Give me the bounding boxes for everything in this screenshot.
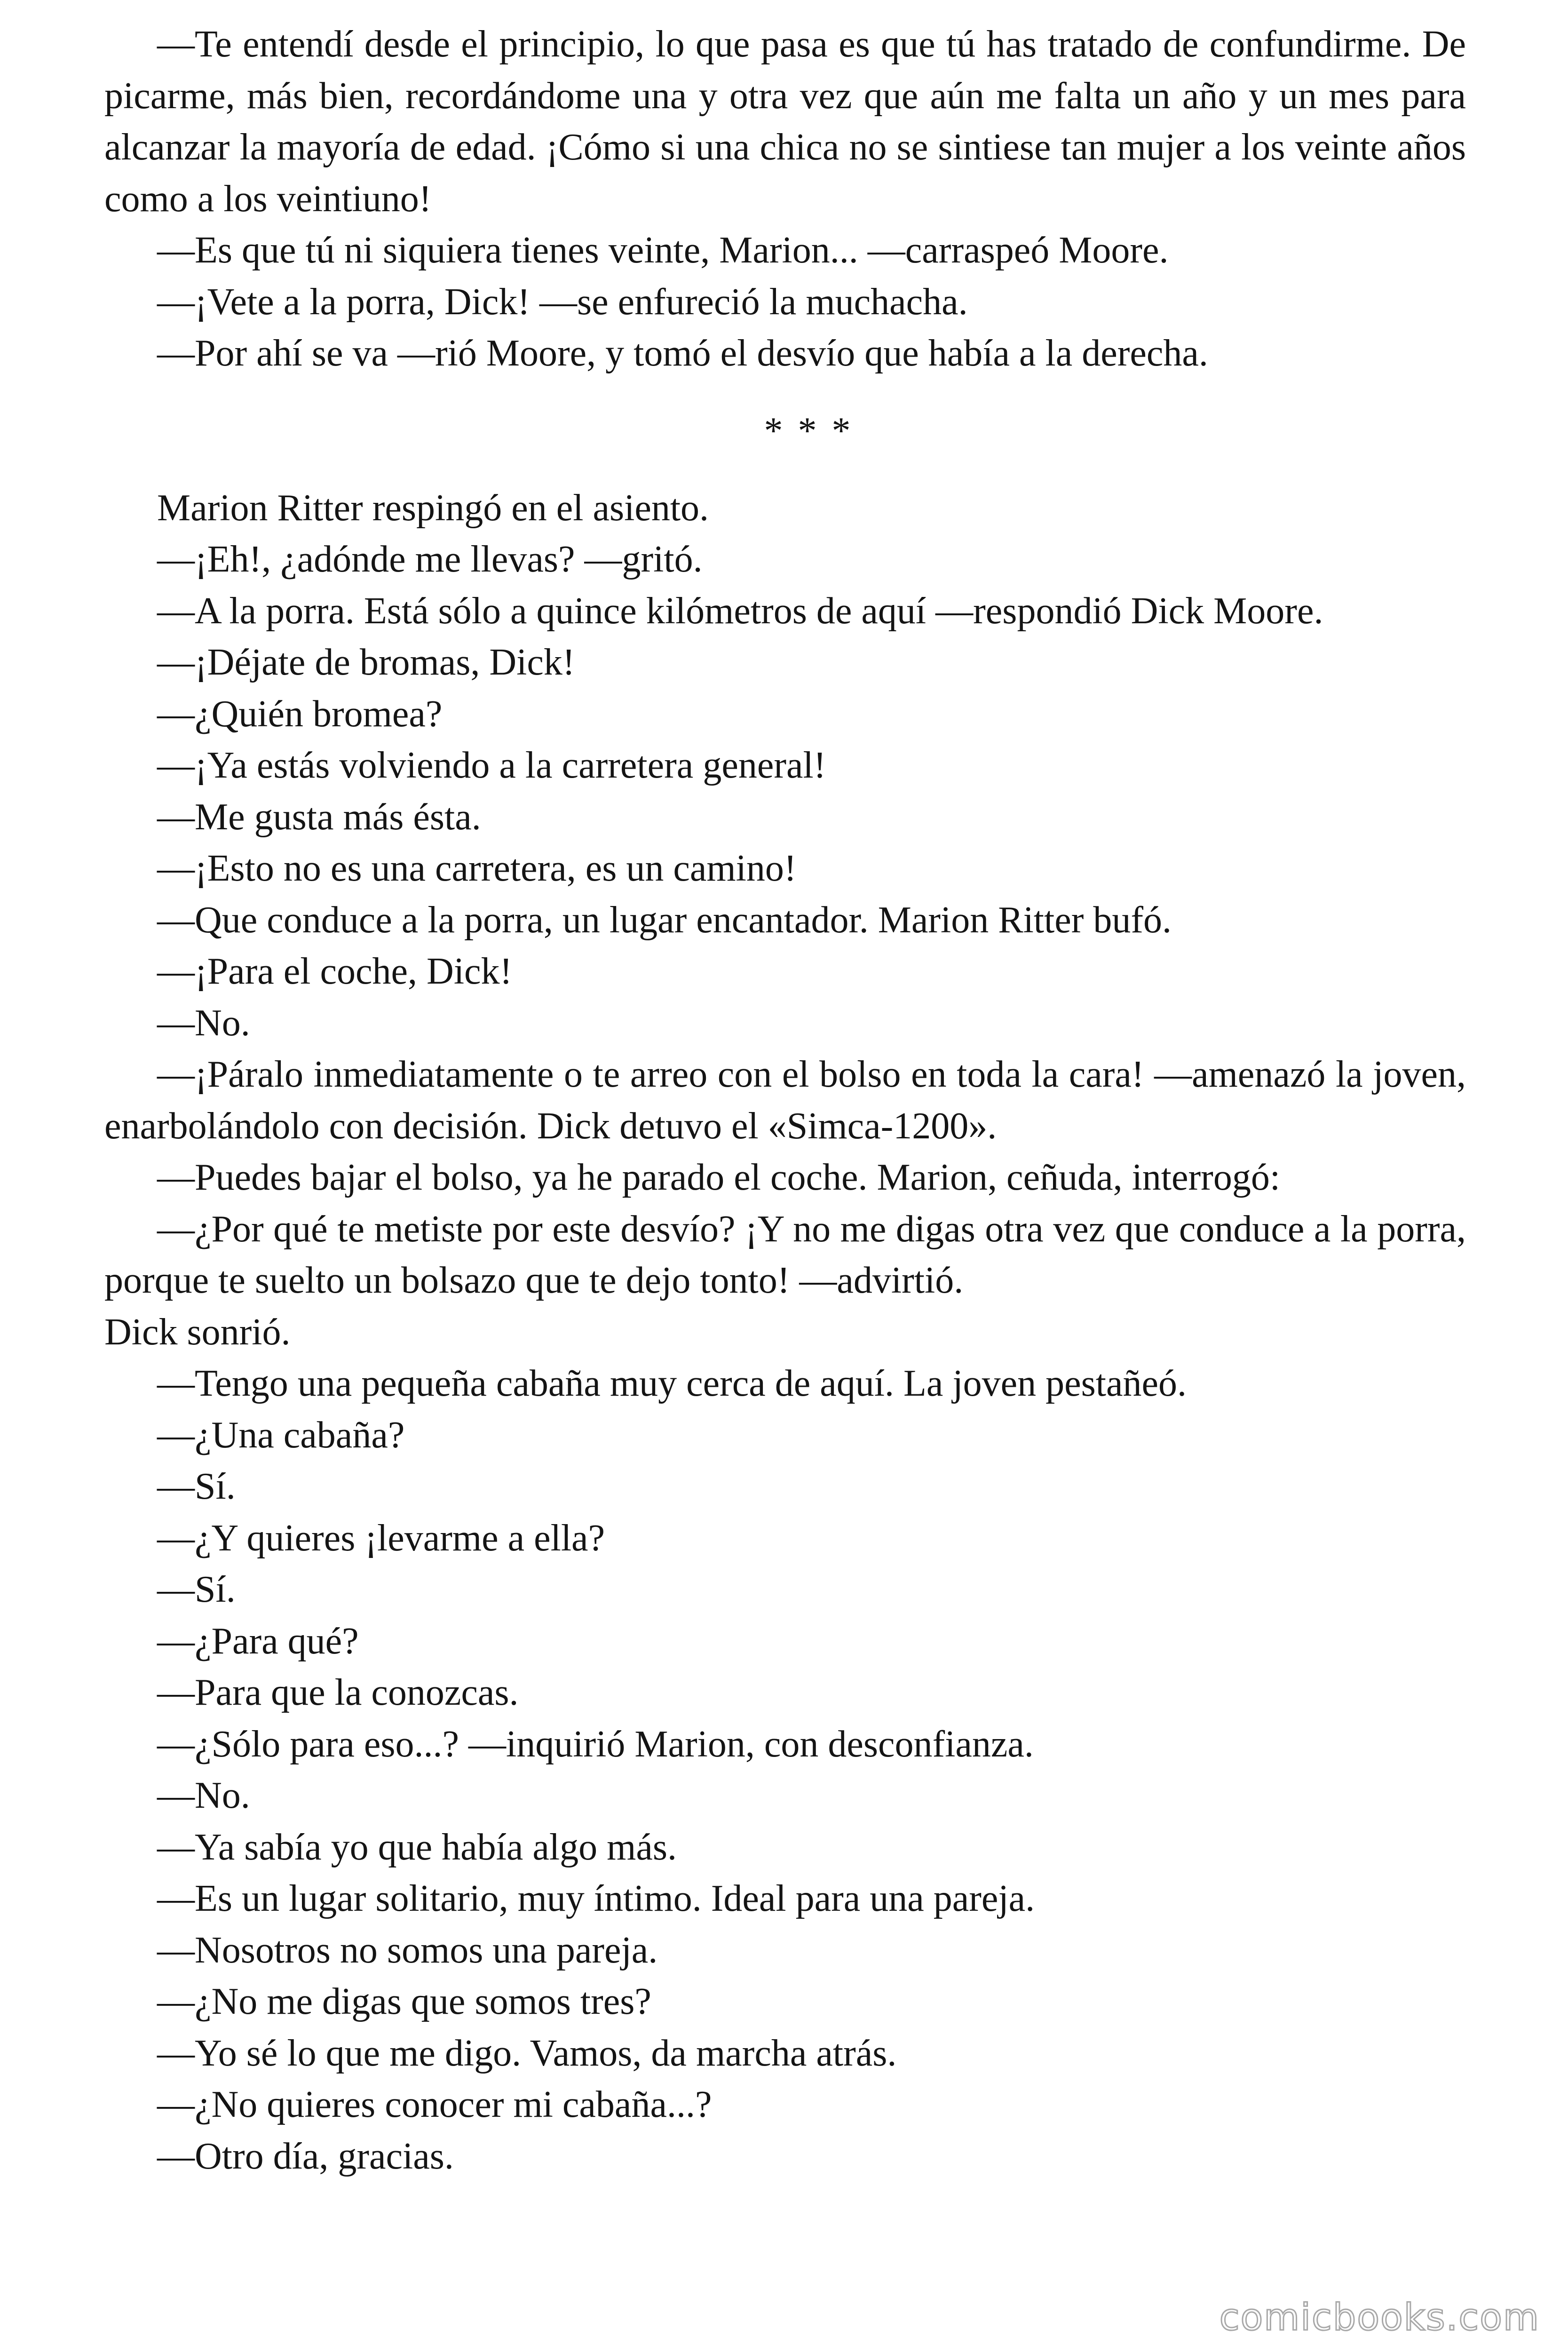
- paragraph: —¡Vete a la porra, Dick! —se enfureció la muchacha.: [157, 281, 968, 323]
- paragraph: —No.: [157, 1775, 250, 1816]
- page-text: [104, 19, 1466, 2182]
- paragraph: —¡Ya estás volviendo a la carretera general!: [157, 745, 826, 786]
- paragraph: —Que conduce a la porra, un lugar encantador. Marion Ritter bufó.: [157, 899, 1172, 941]
- paragraph: —Otro día, gracias.: [157, 2135, 454, 2177]
- paragraph: Marion Ritter respingó en el asiento.: [157, 487, 709, 529]
- paragraph: —Te entendí desde el principio, lo que pasa es que tú has tratado de confundirme. De picarme, más bien, recordándome una y otra vez que aún me falta un año y un mes para alcanzar la mayoría de edad. ¡Cómo si una chica no se sintiese tan mujer a los veinte años como a los veintiuno!: [104, 24, 1466, 220]
- paragraph: —Tengo una pequeña cabaña muy cerca de aquí. La joven pestañeó.: [157, 1363, 1187, 1404]
- paragraph: —¿Una cabaña?: [157, 1414, 405, 1456]
- paragraph: —Sí.: [157, 1466, 236, 1507]
- paragraph: —Yo sé lo que me digo. Vamos, da marcha atrás.: [157, 2032, 897, 2074]
- watermark: comicbooks.com: [1219, 2296, 1540, 2339]
- paragraph: —Ya sabía yo que había algo más.: [157, 1826, 677, 1868]
- paragraph: —Es un lugar solitario, muy íntimo. Ideal para una pareja.: [157, 1878, 1035, 1919]
- paragraph: Dick sonrió.: [104, 1311, 291, 1353]
- paragraph: —¿Para qué?: [157, 1620, 359, 1662]
- paragraph: —Es que tú ni siquiera tienes veinte, Marion... —carraspeó Moore.: [157, 230, 1169, 271]
- paragraph: —¿Y quieres ¡levarme a ella?: [157, 1517, 605, 1559]
- paragraph: —¡Déjate de bromas, Dick!: [157, 642, 575, 683]
- paragraph: —No.: [157, 1002, 250, 1044]
- paragraph: —A la porra. Está sólo a quince kilómetros de aquí —respondió Dick Moore.: [157, 590, 1323, 632]
- paragraph: —¿No quieres conocer mi cabaña...?: [157, 2084, 712, 2125]
- paragraph: —¡Eh!, ¿adónde me llevas? —gritó.: [157, 539, 703, 580]
- paragraph: —¿Quién bromea?: [157, 693, 443, 735]
- separator-asterisks: * * *: [764, 410, 854, 452]
- paragraph: —¡Para el coche, Dick!: [157, 951, 513, 992]
- paragraph: —Puedes bajar el bolso, ya he parado el coche. Marion, ceñuda, interrogó:: [157, 1157, 1281, 1198]
- paragraph: —Para que la conozcas.: [157, 1672, 519, 1713]
- paragraph: —Me gusta más ésta.: [157, 796, 481, 838]
- paragraph: —Sí.: [157, 1569, 236, 1610]
- paragraph: —Por ahí se va —rió Moore, y tomó el desvío que había a la derecha.: [157, 333, 1208, 374]
- paragraph: —¿No me digas que somos tres?: [157, 1981, 651, 2022]
- paragraph: —Nosotros no somos una pareja.: [157, 1929, 658, 1971]
- paragraph: —¿Por qué te metiste por este desvío? ¡Y no me digas otra vez que conduce a la porra, porque te suelto un bolsazo que te dejo tonto! —advirtió.: [104, 1208, 1466, 1301]
- scene-separator: [104, 380, 1466, 483]
- paragraph: —¿Sólo para eso...? —inquirió Marion, con desconfianza.: [157, 1723, 1034, 1765]
- paragraph: —¡Esto no es una carretera, es un camino!: [157, 848, 797, 889]
- paragraph: —¡Páralo inmediatamente o te arreo con el bolso en toda la cara! —amenazó la joven, enarbolándolo con decisión. Dick detuvo el «Simca-1200».: [104, 1054, 1466, 1147]
